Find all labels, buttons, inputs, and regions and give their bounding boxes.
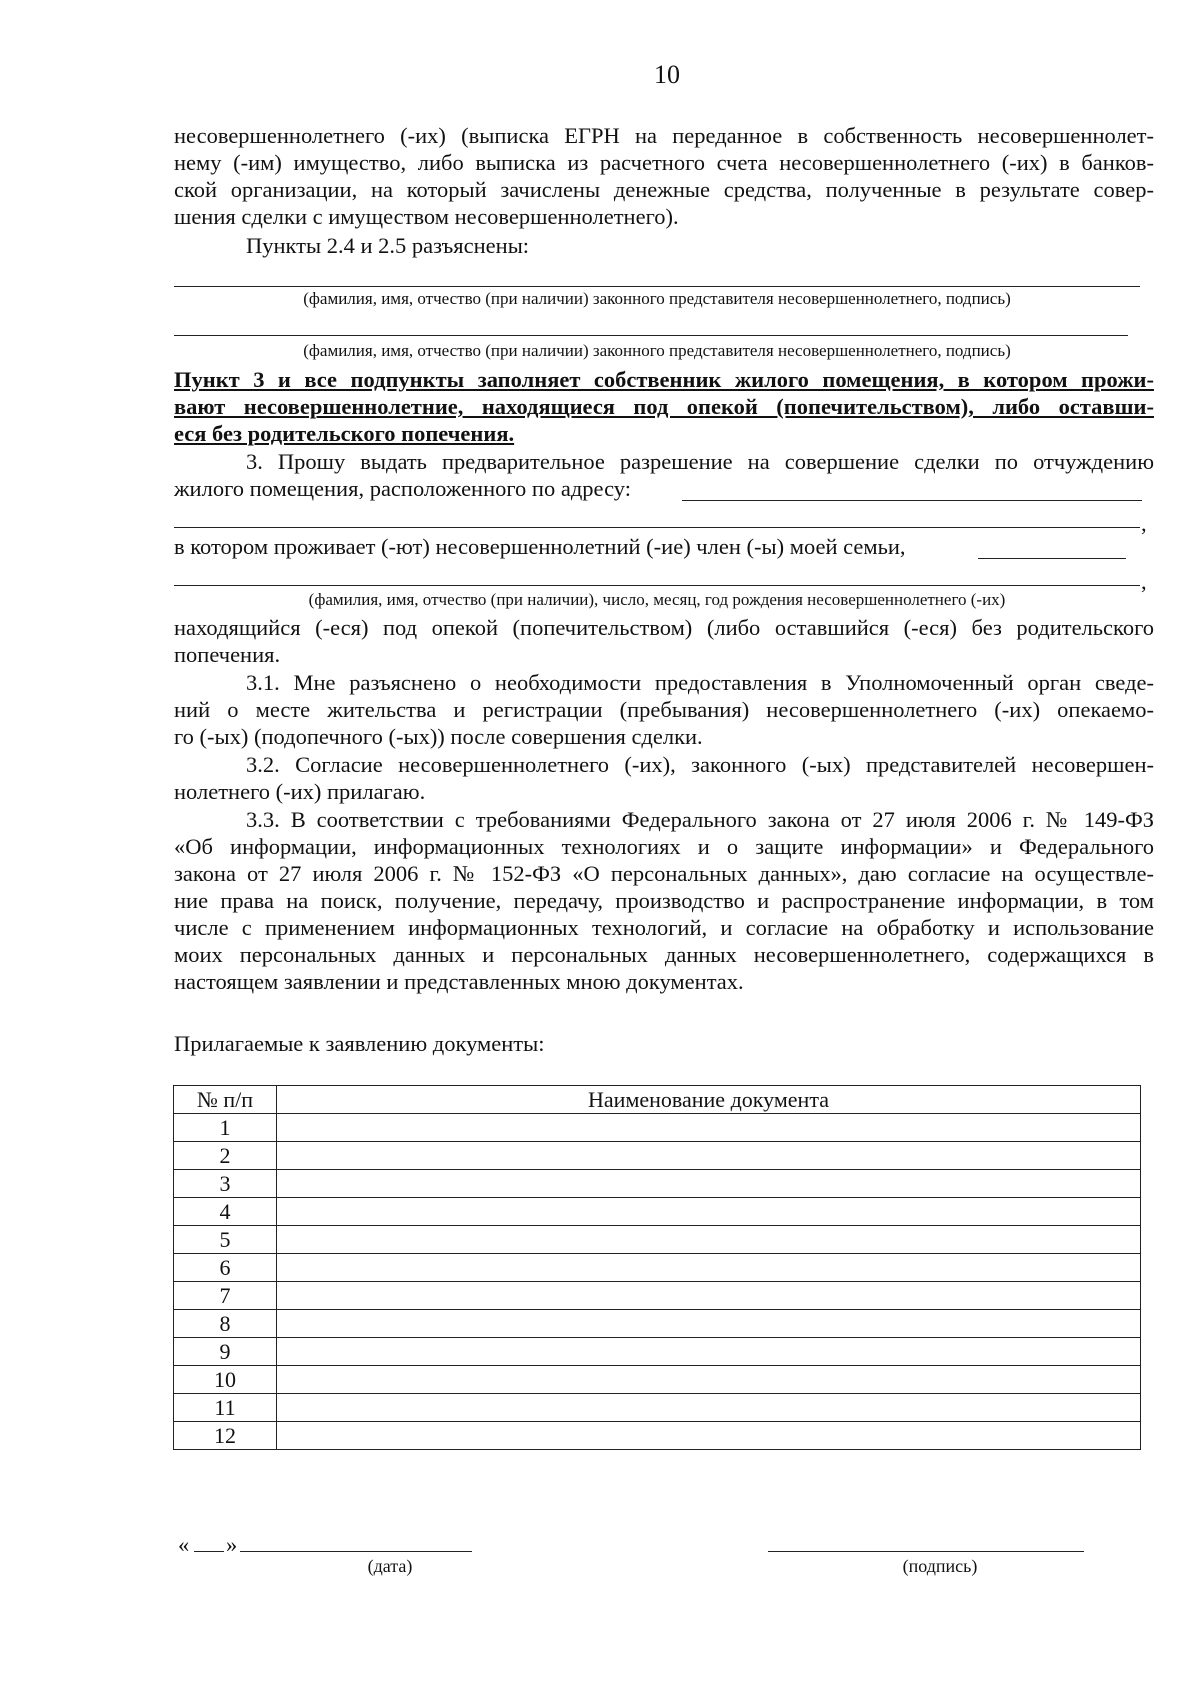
- document-name-cell[interactable]: [277, 1422, 1141, 1450]
- date-quote-open: «: [178, 1532, 190, 1557]
- point3-3-line-7: настоящем заявлении и представленных мною документах.: [174, 969, 744, 994]
- point3-line-2: жилого помещения, расположенного по адресу:: [174, 476, 631, 501]
- table-row: [174, 1142, 1141, 1170]
- table-row: [174, 1366, 1141, 1394]
- document-name-cell[interactable]: [277, 1142, 1141, 1170]
- minor-details-field[interactable]: [174, 585, 1140, 586]
- point3-line-5: попечения.: [174, 642, 281, 667]
- signature-caption-2: (фамилия, имя, отчество (при наличии) законного представителя несовершеннолетнего, подпись): [303, 341, 1011, 360]
- document-name-cell[interactable]: [277, 1170, 1141, 1198]
- signature-caption-1: (фамилия, имя, отчество (при наличии) законного представителя несовершеннолетнего, подпись): [303, 289, 1011, 308]
- point3-3-line-5: числе с применением информационных технологий, и согласие на обработку и использование: [174, 915, 1154, 940]
- date-caption: (дата): [367, 1556, 413, 1576]
- table-row: [174, 1310, 1141, 1338]
- point3-2-line-1: 3.2. Согласие несовершеннолетнего (-их), законного (-ых) представителей несовершен-: [246, 752, 1154, 777]
- intro-line-4: шения сделки с имуществом несовершеннолетнего).: [174, 204, 679, 229]
- signature-caption: (подпись): [902, 1556, 978, 1576]
- table-row: [174, 1394, 1141, 1422]
- row-number: 7: [174, 1282, 277, 1310]
- table-row: [174, 1198, 1141, 1226]
- point3-1-line-3: го (-ых) (подопечного (-ых)) после совершения сделки.: [174, 724, 703, 749]
- row-number: 12: [174, 1422, 277, 1450]
- table-header-row: [174, 1086, 1141, 1114]
- date-quote-close: »: [226, 1532, 238, 1557]
- document-name-cell[interactable]: [277, 1310, 1141, 1338]
- table-row: [174, 1282, 1141, 1310]
- point3-line-4: находящийся (-еся) под опекой (попечительством) (либо оставшийся (-еся) без родительского: [174, 615, 1154, 640]
- column-header-number: № п/п: [174, 1086, 277, 1114]
- point3-2-line-2: нолетнего (-их) прилагаю.: [174, 779, 426, 804]
- row-number: 8: [174, 1310, 277, 1338]
- intro-line-3: ской организации, на который зачислены денежные средства, полученные в результате совер-: [174, 177, 1154, 202]
- signature-field[interactable]: [768, 1551, 1084, 1552]
- date-month-year-field[interactable]: [240, 1551, 472, 1552]
- point3-3-line-2: «Об информации, информационных технологиях и о защите информации» и Федерального: [174, 834, 1154, 859]
- point3-notice-line-3: еся без родительского попечения.: [174, 421, 515, 446]
- row-number: 9: [174, 1338, 277, 1366]
- document-name-cell[interactable]: [277, 1338, 1141, 1366]
- address-field[interactable]: [682, 500, 1142, 501]
- table-row: [174, 1254, 1141, 1282]
- document-name-cell[interactable]: [277, 1198, 1141, 1226]
- document-name-cell[interactable]: [277, 1254, 1141, 1282]
- table-row: [174, 1338, 1141, 1366]
- intro-line-2: нему (-им) имущество, либо выписка из расчетного счета несовершеннолетнего (-их) в банков-: [174, 150, 1154, 175]
- point3-line-1: 3. Прошу выдать предварительное разрешение на совершение сделки по отчуждению: [246, 449, 1154, 474]
- address-field-continued[interactable]: [174, 527, 1140, 528]
- signature-line-1[interactable]: [174, 286, 1140, 287]
- row-number: 6: [174, 1254, 277, 1282]
- page-number: 10: [654, 60, 680, 89]
- table-row: [174, 1170, 1141, 1198]
- family-member-field[interactable]: [978, 558, 1126, 559]
- signature-line-2[interactable]: [174, 335, 1128, 336]
- document-name-cell[interactable]: [277, 1394, 1141, 1422]
- intro-line-1: несовершеннолетнего (-их) (выписка ЕГРН на переданное в собственность несовершеннолет-: [174, 123, 1154, 148]
- table-row: [174, 1422, 1141, 1450]
- row-number: 4: [174, 1198, 277, 1226]
- document-name-cell[interactable]: [277, 1366, 1141, 1394]
- document-name-cell[interactable]: [277, 1282, 1141, 1310]
- point3-line-3: в котором проживает (-ют) несовершеннолетний (-ие) член (-ы) моей семьи,: [174, 534, 906, 559]
- point3-notice-line-1: Пункт 3 и все подпункты заполняет собственник жилого помещения, в котором прожи-: [174, 367, 1154, 392]
- point3-notice-line-2: вают несовершеннолетние, находящиеся под опекой (попечительством), либо оставши-: [174, 394, 1154, 419]
- table-row: [174, 1226, 1141, 1254]
- row-number: 3: [174, 1170, 277, 1198]
- row-number: 1: [174, 1114, 277, 1142]
- row-number: 10: [174, 1366, 277, 1394]
- explained-label: Пункты 2.4 и 2.5 разъяснены:: [246, 233, 530, 258]
- point3-3-line-4: ние права на поиск, получение, передачу, производство и распространение информации, в том: [174, 888, 1154, 913]
- comma-1: ,: [1141, 511, 1147, 536]
- comma-2: ,: [1141, 569, 1147, 594]
- row-number: 5: [174, 1226, 277, 1254]
- attachments-label: Прилагаемые к заявлению документы:: [174, 1031, 545, 1056]
- document-name-cell[interactable]: [277, 1226, 1141, 1254]
- date-day-field[interactable]: [194, 1551, 224, 1552]
- point3-1-line-1: 3.1. Мне разъяснено о необходимости предоставления в Уполномоченный орган сведе-: [246, 670, 1154, 695]
- point3-3-line-3: закона от 27 июля 2006 г. № 152-ФЗ «О персональных данных», даю согласие на осуществле-: [174, 861, 1154, 886]
- point3-1-line-2: ний о месте жительства и регистрации (пребывания) несовершеннолетнего (-их) опекаемо-: [174, 697, 1154, 722]
- point3-3-line-1: 3.3. В соответствии с требованиями Федерального закона от 27 июля 2006 г. № 149-ФЗ: [246, 807, 1154, 832]
- minor-details-caption: (фамилия, имя, отчество (при наличии), число, месяц, год рождения несовершеннолетнего (-их): [308, 590, 1006, 609]
- row-number: 11: [174, 1394, 277, 1422]
- table-row: [174, 1114, 1141, 1142]
- point3-3-line-6: моих персональных данных и персональных данных несовершеннолетнего, содержащихся в: [174, 942, 1154, 967]
- row-number: 2: [174, 1142, 277, 1170]
- attachments-table: [173, 1085, 1141, 1450]
- column-header-document-name: Наименование документа: [277, 1086, 1141, 1114]
- document-name-cell[interactable]: [277, 1114, 1141, 1142]
